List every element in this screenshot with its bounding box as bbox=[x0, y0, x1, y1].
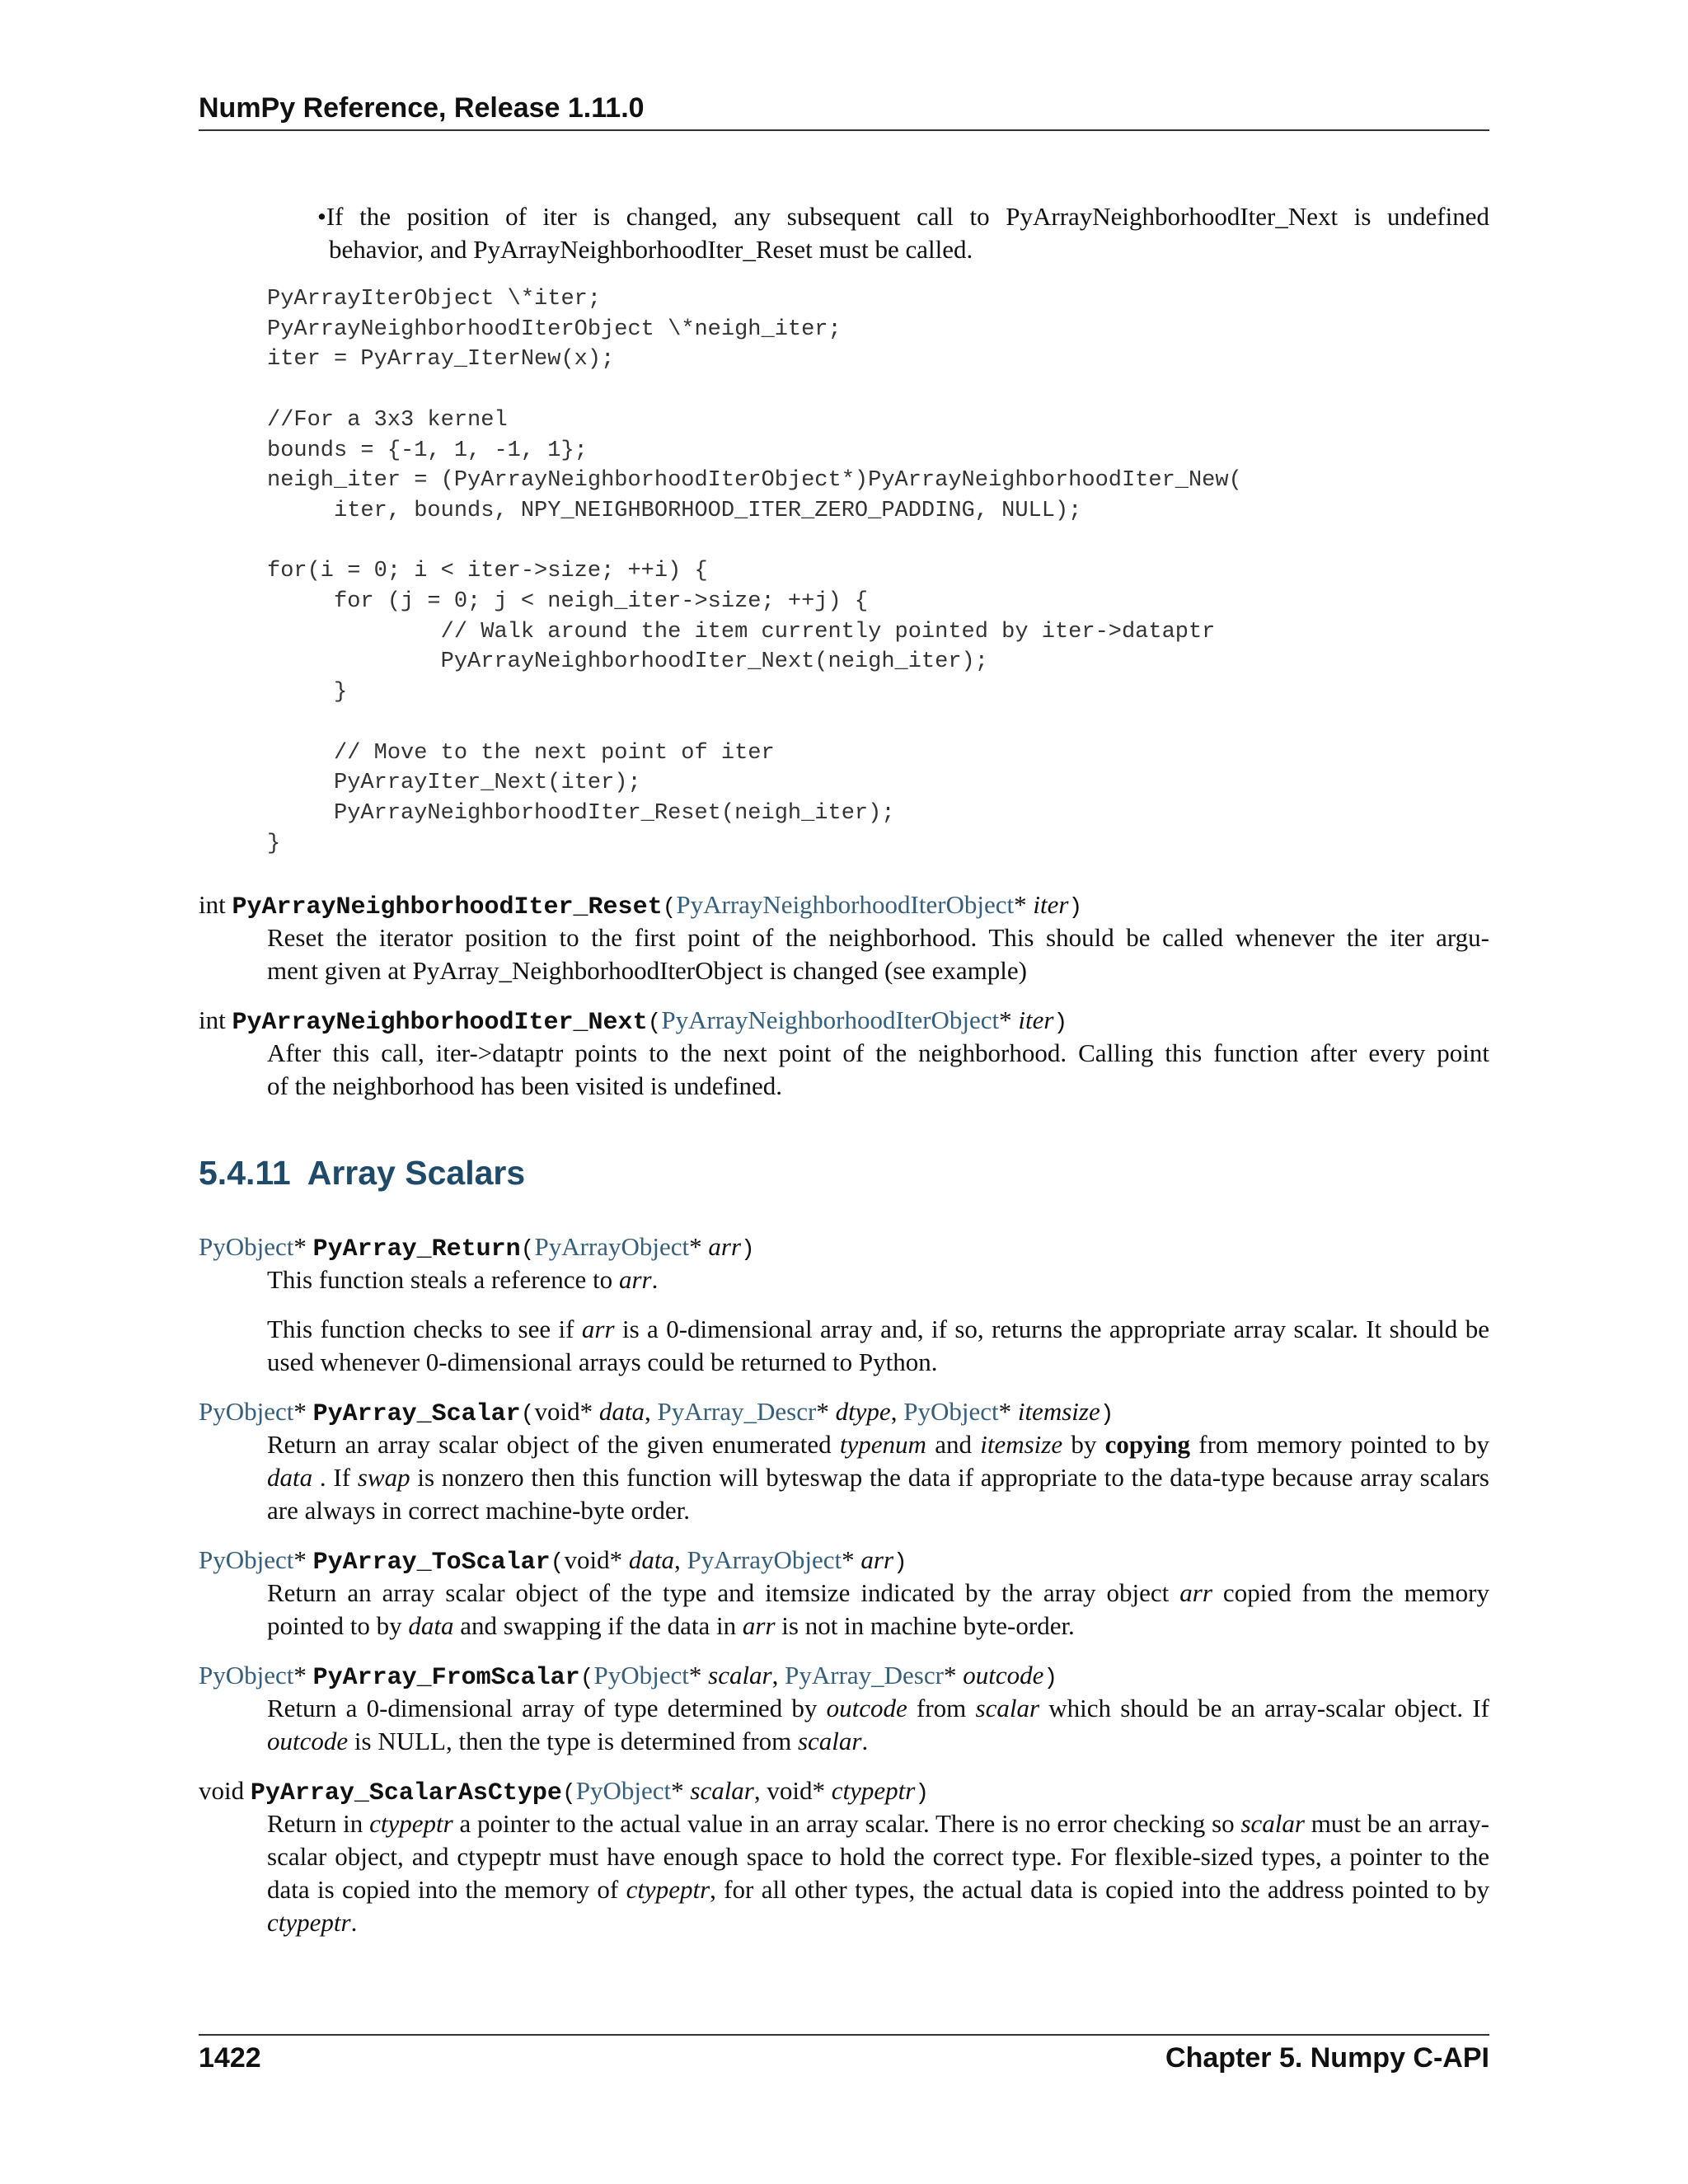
desc-line: ment given at PyArray_NeighborhoodIterObject is changed (see example) bbox=[267, 956, 1027, 985]
type-link[interactable]: PyArray_Descr bbox=[657, 1397, 817, 1426]
function-name: PyArray_Return bbox=[312, 1235, 521, 1263]
signature-toscalar: PyObject* PyArray_ToScalar(void* data, PyArrayObject* arr) bbox=[199, 1545, 907, 1577]
description-scalarasctype: Return in ctypeptr a pointer to the actual value in an array scalar. There is no error checking so scalar must be an array-scalar object, and ctypeptr must have enough space to hold the correct type. For flexible-sized types, a pointer to the data is copied into the memory of ctypeptr, for all other types, the actual data is copied into the address pointed to by ctypeptr. bbox=[267, 1809, 1489, 1937]
running-header: NumPy Reference, Release 1.11.0 bbox=[199, 92, 645, 124]
arg-name: iter bbox=[1018, 1005, 1054, 1034]
bullet-note bbox=[317, 200, 1489, 266]
arg-name: outcode bbox=[963, 1661, 1044, 1690]
return-type-link[interactable]: PyObject bbox=[199, 1661, 294, 1690]
bullet-line-1: •If the position of iter is changed, any subsequent call to PyArrayNeighborhoodIter_Next is undefined bbox=[317, 202, 1489, 231]
arg-name: arr bbox=[708, 1232, 742, 1261]
signature-reset: int PyArrayNeighborhoodIter_Reset(PyArrayNeighborhoodIterObject* iter) bbox=[199, 890, 1083, 921]
type-link[interactable]: PyArray_Descr bbox=[785, 1661, 944, 1690]
return-type: int bbox=[199, 890, 226, 919]
function-name: PyArray_Scalar bbox=[312, 1400, 521, 1428]
type-link[interactable]: PyObject bbox=[903, 1397, 999, 1426]
type-link[interactable]: PyObject bbox=[593, 1661, 689, 1690]
desc-line: After this call, iter->dataptr points to the next point of the neighborhood. Calling this function after every point bbox=[267, 1038, 1489, 1067]
return-type-link[interactable]: PyObject bbox=[199, 1232, 294, 1261]
signature-return: PyObject* PyArray_Return(PyArrayObject* arr) bbox=[199, 1232, 755, 1263]
arg-name: itemsize bbox=[1017, 1397, 1100, 1426]
header-rule bbox=[199, 129, 1489, 131]
signature-scalar: PyObject* PyArray_Scalar(void* data, PyArray_Descr* dtype, PyObject* itemsize) bbox=[199, 1397, 1114, 1428]
type-link[interactable]: PyObject bbox=[575, 1776, 672, 1805]
arg-name: scalar bbox=[690, 1776, 754, 1805]
signature-fromscalar: PyObject* PyArray_FromScalar(PyObject* scalar, PyArray_Descr* outcode) bbox=[199, 1661, 1058, 1692]
arg-name: arr bbox=[860, 1545, 894, 1574]
section-title: Array Scalars bbox=[307, 1154, 526, 1192]
section-heading bbox=[199, 1154, 525, 1193]
arg-name: scalar bbox=[708, 1661, 772, 1690]
arg-name: ctypeptr bbox=[831, 1776, 916, 1805]
page-number: 1422 bbox=[199, 2042, 261, 2074]
signature-next: int PyArrayNeighborhoodIter_Next(PyArrayNeighborhoodIterObject* iter) bbox=[199, 1005, 1068, 1037]
description-return-p2: This function checks to see if arr is a 0-dimensional array and, if so, returns the appropriate array scalar. It should be used whenever 0-dimensional arrays could be returned to Python. bbox=[267, 1315, 1489, 1376]
chapter-title: Chapter 5. Numpy C-API bbox=[1165, 2042, 1489, 2074]
description-fromscalar: Return a 0-dimensional array of type determined by outcode from scalar which should be an array-scalar object. If outcode is NULL, then the type is determined from scalar. bbox=[267, 1694, 1489, 1755]
return-type: int bbox=[199, 1005, 226, 1034]
return-type-link[interactable]: PyObject bbox=[199, 1545, 294, 1574]
arg-type: void bbox=[564, 1545, 610, 1574]
arg-type: void bbox=[767, 1776, 813, 1805]
description-return-p1: This function steals a reference to arr. bbox=[267, 1265, 659, 1294]
desc-line: of the neighborhood has been visited is undefined. bbox=[267, 1071, 783, 1100]
function-name: PyArray_ToScalar bbox=[312, 1549, 551, 1577]
function-name: PyArray_ScalarAsCtype bbox=[250, 1779, 562, 1807]
type-link[interactable]: PyArrayObject bbox=[687, 1545, 842, 1574]
type-link[interactable]: PyArrayNeighborhoodIterObject bbox=[661, 1005, 1000, 1034]
function-name: PyArray_FromScalar bbox=[312, 1664, 580, 1692]
description-next bbox=[267, 1037, 1489, 1103]
type-link[interactable]: PyArrayObject bbox=[534, 1232, 690, 1261]
arg-name: dtype bbox=[835, 1397, 891, 1426]
desc-line: Reset the iterator position to the first point of the neighborhood. This should be called whenever the iter argu- bbox=[267, 923, 1489, 952]
return-type: void bbox=[199, 1776, 245, 1805]
description-reset bbox=[267, 921, 1489, 987]
code-example: PyArrayIterObject \*iter; PyArrayNeighborhoodIterObject \*neigh_iter; iter = PyArray_IterNew(x); //For a 3x3 kernel bounds = {-1, 1, -1, 1}; neigh_iter = (PyArrayNeighborhoodIterObject*)PyArrayNeighborhoodIter_New( iter, bounds, NPY_NEIGHBORHOOD_ITER_ZERO_PADDING, NULL); for(i = 0; i < iter->size; ++i) { for (j = 0; j < neigh_iter->size; ++j) { // Walk around the item currently pointed by iter->dataptr PyArrayNeighborhoodIter_Next(neigh_iter); } // Move to the next point of iter PyArrayIter_Next(iter); PyArrayNeighborhoodIter_Reset(neigh_iter); } bbox=[267, 287, 1242, 856]
section-number: 5.4.11 bbox=[199, 1154, 291, 1192]
function-name: PyArrayNeighborhoodIter_Reset bbox=[232, 893, 663, 921]
bullet-line-2: behavior, and PyArrayNeighborhoodIter_Reset must be called. bbox=[329, 235, 973, 264]
type-link[interactable]: PyArrayNeighborhoodIterObject bbox=[676, 890, 1015, 919]
arg-type: void bbox=[534, 1397, 580, 1426]
arg-name: data bbox=[598, 1397, 645, 1426]
function-name: PyArrayNeighborhoodIter_Next bbox=[232, 1009, 648, 1037]
arg-name: iter bbox=[1033, 890, 1069, 919]
return-type-link[interactable]: PyObject bbox=[199, 1397, 294, 1426]
description-scalar: Return an array scalar object of the given enumerated typenum and itemsize by copying from memory pointed to by data . If swap is nonzero then this function will byteswap the data if appropriate to the data-type because array scalars are always in correct machine-byte order. bbox=[267, 1430, 1490, 1525]
signature-scalarasctype: void PyArray_ScalarAsCtype(PyObject* scalar, void* ctypeptr) bbox=[199, 1776, 930, 1807]
description-toscalar: Return an array scalar object of the type and itemsize indicated by the array object arr copied from the memory pointed to by data and swapping if the data in arr is not in machine byte-order. bbox=[267, 1578, 1489, 1640]
footer-rule bbox=[199, 2034, 1489, 2036]
arg-name: data bbox=[628, 1545, 674, 1574]
